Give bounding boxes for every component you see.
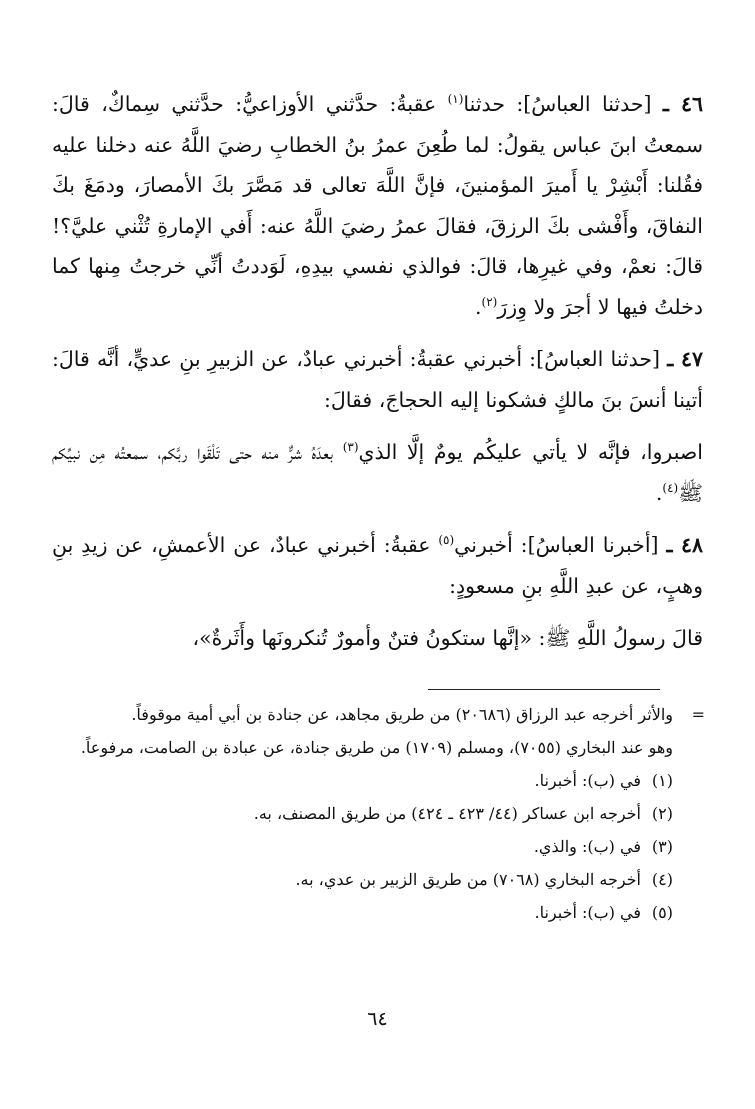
- footnote-number: (٢): [651, 804, 673, 823]
- footnote-text: في (ب): والذي.: [533, 837, 641, 856]
- footnote-text: أخرجه ابن عساكر (٤٤/ ٤٢٣ ـ ٤٢٤) من طريق المصنف، به.: [253, 804, 641, 823]
- hadith-number: ٤٦ ـ: [662, 92, 703, 116]
- hadith-48-quote: [52, 618, 703, 659]
- footnote-ref: (٢): [481, 294, 498, 309]
- footnote-text: وهو عند البخاري (٧٠٥٥)، ومسلم (١٧٠٩) من طريق جنادة، عن عبادة بن الصامت، مرفوعاً.: [80, 738, 673, 757]
- text-segment: عقبةُ: حدَّثني الأوزاعيُّ: حدَّثني سِماكٌ، قالَ: سمعتُ ابنَ عباس يقولُ: لما طُعِنَ عمرُ بنُ الخطابِ رضيَ اللَّهُ عنه دخلنا عليه فقُلنا: أَبْشِرْ يا أَميرَ المؤمنينَ، فإنَّ اللَّهَ تعالى قد مَصَّرَ بكَ الأمصارَ، ودمَغَ بكَ النفاقَ، وأَفْشى بكَ الرزقَ، فقالَ عمرُ رضيَ اللَّهُ عنه: أَفي الإمارةِ تُثْني عليَّ؟! قالَ: نعمْ، وفي غيرِها، قالَ: فوالذي نفسي بيدِهِ، لَوَددتُ أنِّي خرجتُ مِنها كما دخلتُ فيها لا أجرَ ولا وِزرَ: [52, 92, 703, 319]
- hadith-number: ٤٨ ـ: [666, 533, 703, 557]
- footnote-3: [72, 830, 673, 863]
- footnotes: [72, 698, 705, 929]
- footnote-continuation: [72, 698, 705, 764]
- text-segment: [حدثنا العباسُ]: حدثنا: [463, 92, 652, 116]
- continuation-mark: =: [691, 705, 705, 724]
- footnote-text: والأثر أخرجه عبد الرزاق (٢٠٦٨٦) من طريق مجاهد، عن جنادة بن أبي أمية موقوفاً.: [131, 705, 673, 724]
- footnote-number: (٥): [651, 903, 673, 922]
- hadith-number: ٤٧ ـ: [667, 347, 703, 371]
- hadith-47: [52, 339, 703, 420]
- text-segment: [أخبرنا العباسُ]: أخبرني: [454, 533, 659, 557]
- footnote-ref: (١): [447, 92, 464, 107]
- footnote-1: [72, 764, 673, 797]
- footnote-number: (١): [651, 771, 673, 790]
- hadith-47-quote: [52, 432, 703, 513]
- hadith-48: [52, 525, 703, 606]
- text-segment: عقبةُ: أخبرني عبادٌ، عن الأعمشِ، عن زيدِ بنِ وهبٍ، عن عبدِ اللَّهِ بنِ مسعودٍ:: [52, 533, 703, 598]
- footnote-2: [72, 797, 673, 830]
- footnote-text: في (ب): أخبرنا.: [534, 771, 641, 790]
- text-segment: .: [655, 480, 663, 505]
- text-segment: [حدثنا العباسُ]: أخبرني عقبةُ: أخبرني عبادٌ، عن الزبيرِ بنِ عديٍّ، أنَّه قالَ: أتينا أنسَ بنَ مالكٍ فشكونا إليه الحجاجَ، فقالَ:: [52, 347, 703, 412]
- footnote-number: (٤): [651, 870, 673, 889]
- hadith-46: [52, 84, 703, 327]
- footnote-text: أخرجه البخاري (٧٠٦٨) من طريق الزبير بن عدي، به.: [295, 870, 641, 889]
- text-segment: بعدَهُ شرٌّ منه حتى تَلْقَوا ربَّكم، سمعتُه مِن نبيِّكم ﷺ: [52, 440, 703, 505]
- footnote-5: [72, 896, 673, 929]
- footnote-ref: (٣): [342, 440, 359, 455]
- main-text: [52, 84, 703, 671]
- footnote-separator: [428, 689, 660, 690]
- page-number: ٦٤: [367, 1008, 388, 1030]
- footnote-text: في (ب): أخبرنا.: [534, 903, 641, 922]
- text-segment: قالَ رسولُ اللَّهِ ﷺ: «إنَّها ستكونُ فتنٌ وأمورٌ تُنكرونَها وأَثَرةٌ»،: [192, 626, 703, 650]
- text-segment: .: [475, 294, 482, 319]
- footnote-ref: (٥): [438, 533, 455, 548]
- footnote-4: [72, 863, 673, 896]
- text-segment: اصبروا، فإنَّه لا يأتي عليكُم يومٌ إلَّا الذي: [358, 440, 703, 464]
- footnote-ref: (٤): [662, 480, 679, 495]
- footnote-number: (٣): [651, 837, 673, 856]
